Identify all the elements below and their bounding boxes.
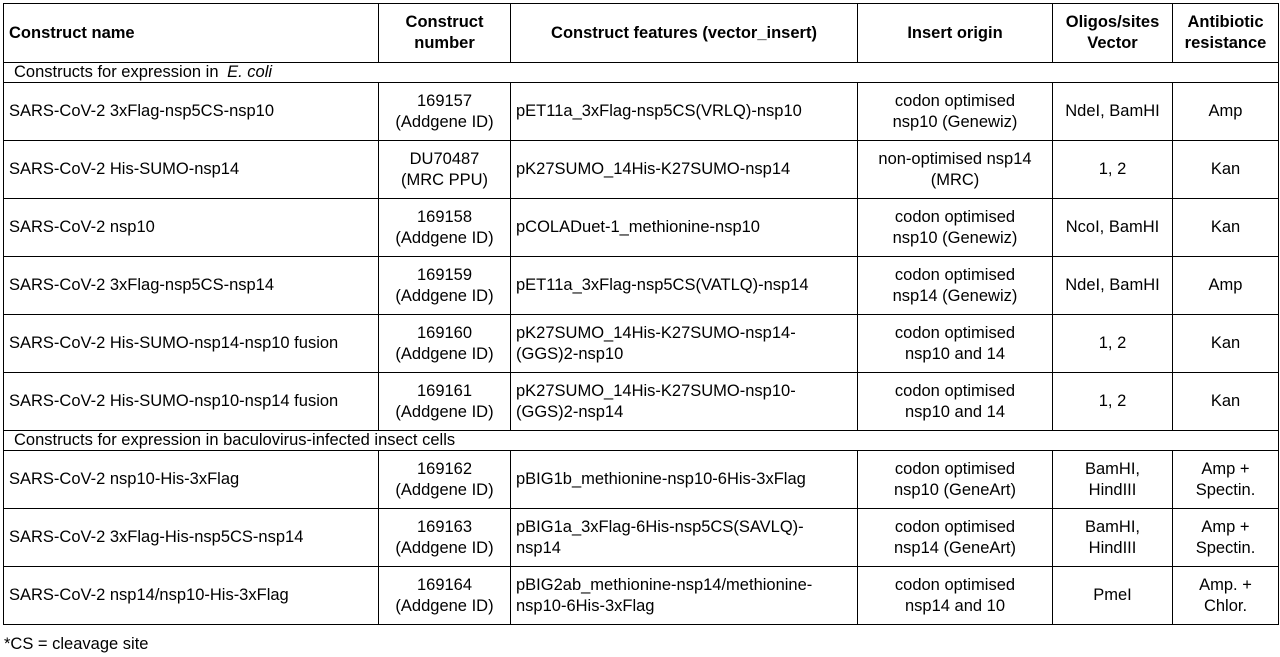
antibiotic-cell-line: Kan [1210,160,1241,178]
header-antibiotic-resistance: Antibiotic resistance [1173,4,1279,63]
insert-origin-cell-line: codon optimised [894,323,1016,342]
insert-origin-cell [858,509,1053,567]
insert-origin-cell-line: codon optimised [894,575,1016,594]
construct-name-cell-line: SARS-CoV-2 3xFlag-His-nsp5CS-nsp14 [9,528,304,546]
construct-number-cell-line: (Addgene ID) [395,596,494,615]
construct-features-cell [511,509,858,567]
construct-number-cell [379,257,511,315]
construct-features-cell-line: pBIG1b_methionine-nsp10-6His-3xFlag [516,470,806,488]
oligos-sites-cell [1053,315,1173,373]
construct-number-cell [379,509,511,567]
construct-features-cell-line: nsp14 [516,538,561,557]
constructs-table [3,3,1279,625]
construct-number-cell-line: (Addgene ID) [395,538,494,557]
antibiotic-cell [1173,141,1279,199]
construct-number-cell [379,315,511,373]
table-row [4,509,1279,567]
construct-number-cell-line: 169159 [416,265,473,284]
oligos-sites-cell-line: 1, 2 [1098,160,1127,178]
antibiotic-cell [1173,373,1279,431]
insert-origin-cell-line: codon optimised [894,91,1016,110]
insert-origin-cell [858,257,1053,315]
antibiotic-cell-line: Kan [1210,334,1241,352]
antibiotic-cell-line: Kan [1210,392,1241,410]
antibiotic-cell-line: Amp. + [1199,575,1252,594]
construct-number-cell [379,567,511,625]
construct-number-cell-line: (Addgene ID) [395,228,494,247]
oligos-sites-cell-line: 1, 2 [1098,334,1127,352]
construct-number-cell [379,141,511,199]
antibiotic-cell-line: Kan [1210,218,1241,236]
footnote: *CS = cleavage site [4,635,149,653]
construct-number-cell [379,373,511,431]
construct-name-cell-line: SARS-CoV-2 3xFlag-nsp5CS-nsp14 [9,276,275,294]
construct-number-cell-line: DU70487 [409,149,480,168]
construct-features-cell [511,257,858,315]
antibiotic-cell-line: Amp [1208,102,1243,120]
oligos-sites-cell [1053,451,1173,509]
construct-number-cell-line: 169157 [416,91,473,110]
table-row [4,141,1279,199]
construct-name-cell-line: SARS-CoV-2 His-SUMO-nsp10-nsp14 fusion [9,392,339,410]
construct-number-cell-line: (Addgene ID) [395,286,494,305]
header-construct-name: Construct name [4,4,379,63]
table-row [4,257,1279,315]
construct-features-cell [511,141,858,199]
insert-origin-cell-line: (MRC) [930,170,980,189]
insert-origin-cell-line: nsp10 and 14 [904,344,1005,363]
table-row [4,199,1279,257]
construct-features-cell-line: pK27SUMO_14His-K27SUMO-nsp14 [516,160,791,178]
construct-features-cell-line: (GGS)2-nsp10 [516,344,624,363]
antibiotic-cell [1173,567,1279,625]
construct-features-cell-line: pBIG2ab_methionine-nsp14/methionine- [516,575,813,594]
section-label-text: Constructs for expression in [14,63,224,81]
construct-name-cell [4,141,379,199]
table-row [4,83,1279,141]
construct-number-cell-line: (Addgene ID) [395,112,494,131]
oligos-sites-cell [1053,199,1173,257]
table-row [4,373,1279,431]
insert-origin-cell [858,141,1053,199]
insert-origin-cell [858,83,1053,141]
oligos-sites-cell-line: NdeI, BamHI [1065,276,1160,294]
construct-features-cell [511,315,858,373]
oligos-sites-cell-line: PmeI [1093,586,1132,604]
construct-number-cell-line: 169158 [416,207,473,226]
construct-number-cell [379,83,511,141]
table-row [4,315,1279,373]
construct-features-cell-line: nsp10-6His-3xFlag [516,596,655,615]
construct-name-cell [4,83,379,141]
header-construct-number: Construct number [379,4,511,63]
header-row [4,4,1279,63]
insert-origin-cell [858,567,1053,625]
construct-number-cell-line: 169160 [416,323,473,342]
construct-name-cell-line: SARS-CoV-2 nsp14/nsp10-His-3xFlag [9,586,289,604]
construct-name-cell-line: SARS-CoV-2 3xFlag-nsp5CS-nsp10 [9,102,275,120]
construct-number-cell-line: 169161 [416,381,473,400]
construct-features-cell [511,373,858,431]
insert-origin-cell-line: codon optimised [894,381,1016,400]
insert-origin-cell-line: nsp14 and 10 [904,596,1005,615]
oligos-sites-cell-line: NcoI, BamHI [1065,218,1160,236]
antibiotic-cell-line: Chlor. [1203,596,1248,615]
construct-name-cell [4,451,379,509]
construct-features-cell [511,567,858,625]
insert-origin-cell-line: nsp10 (GeneArt) [894,480,1016,499]
construct-features-cell-line: pCOLADuet-1_methionine-nsp10 [516,218,760,236]
construct-name-cell-line: SARS-CoV-2 His-SUMO-nsp14-nsp10 fusion [9,334,339,352]
antibiotic-cell-line: Amp + [1201,517,1250,536]
header-insert-origin: Insert origin [858,4,1053,63]
oligos-sites-cell-line: 1, 2 [1098,392,1127,410]
construct-name-cell [4,567,379,625]
insert-origin-cell-line: codon optimised [894,265,1016,284]
insert-origin-cell-line: codon optimised [894,207,1016,226]
construct-name-cell-line: SARS-CoV-2 nsp10 [9,218,155,236]
construct-features-cell-line: pK27SUMO_14His-K27SUMO-nsp10- [516,381,796,400]
antibiotic-cell [1173,199,1279,257]
header-oligos-sites: Oligos/sites Vector [1053,4,1173,63]
construct-number-cell [379,451,511,509]
insert-origin-cell-line: nsp10 and 14 [904,402,1005,421]
construct-features-cell-line: pET11a_3xFlag-nsp5CS(VRLQ)-nsp10 [516,102,802,120]
table-body [4,63,1279,625]
construct-name-cell [4,199,379,257]
antibiotic-cell-line: Amp [1208,276,1243,294]
antibiotic-cell [1173,509,1279,567]
construct-number-cell-line: (Addgene ID) [395,402,494,421]
antibiotic-cell [1173,315,1279,373]
section-label [4,431,1279,451]
antibiotic-cell [1173,83,1279,141]
antibiotic-cell-line: Amp + [1201,459,1250,478]
construct-name-cell [4,373,379,431]
construct-features-cell [511,83,858,141]
oligos-sites-cell [1053,83,1173,141]
insert-origin-cell-line: codon optimised [894,459,1016,478]
construct-number-cell-line: (Addgene ID) [395,344,494,363]
header-construct-features: Construct features (vector_insert) [511,4,858,63]
oligos-sites-cell-line: NdeI, BamHI [1065,102,1160,120]
oligos-sites-cell-line: BamHI, [1084,517,1140,536]
construct-name-cell [4,509,379,567]
oligos-sites-cell [1053,373,1173,431]
construct-name-cell-line: SARS-CoV-2 nsp10-His-3xFlag [9,470,240,488]
section-label [4,63,1279,83]
oligos-sites-cell-line: HindIII [1088,480,1137,499]
construct-features-cell [511,451,858,509]
insert-origin-cell-line: nsp14 (GeneArt) [894,538,1016,557]
construct-name-cell [4,257,379,315]
antibiotic-cell-line: Spectin. [1195,480,1256,499]
table-row [4,451,1279,509]
construct-number-cell-line: 169164 [416,575,473,594]
insert-origin-cell-line: non-optimised nsp14 [878,149,1032,168]
oligos-sites-cell [1053,567,1173,625]
construct-name-cell-line: SARS-CoV-2 His-SUMO-nsp14 [9,160,240,178]
construct-number-cell [379,199,511,257]
oligos-sites-cell [1053,509,1173,567]
table-row [4,567,1279,625]
insert-origin-cell-line: codon optimised [894,517,1016,536]
section-row [4,63,1279,83]
insert-origin-cell-line: nsp10 (Genewiz) [892,112,1018,131]
construct-number-cell-line: (MRC PPU) [400,170,489,189]
oligos-sites-cell-line: BamHI, [1084,459,1140,478]
construct-features-cell-line: pBIG1a_3xFlag-6His-nsp5CS(SAVLQ)- [516,517,804,536]
construct-number-cell-line: (Addgene ID) [395,480,494,499]
construct-features-cell-line: pET11a_3xFlag-nsp5CS(VATLQ)-nsp14 [516,276,809,294]
insert-origin-cell [858,451,1053,509]
construct-features-cell-line: (GGS)2-nsp14 [516,402,624,421]
construct-number-cell-line: 169162 [416,459,473,478]
insert-origin-cell-line: nsp14 (Genewiz) [892,286,1018,305]
oligos-sites-cell [1053,141,1173,199]
construct-features-cell [511,199,858,257]
insert-origin-cell [858,199,1053,257]
oligos-sites-cell-line: HindIII [1088,538,1137,557]
antibiotic-cell-line: Spectin. [1195,538,1256,557]
antibiotic-cell [1173,451,1279,509]
insert-origin-cell-line: nsp10 (Genewiz) [892,228,1018,247]
section-organism: E. coli [227,63,273,81]
section-label-text: Constructs for expression in baculovirus-infected insect cells [14,431,456,449]
construct-features-cell-line: pK27SUMO_14His-K27SUMO-nsp14- [516,323,796,342]
insert-origin-cell [858,373,1053,431]
antibiotic-cell [1173,257,1279,315]
oligos-sites-cell [1053,257,1173,315]
section-row [4,431,1279,451]
construct-number-cell-line: 169163 [416,517,473,536]
insert-origin-cell [858,315,1053,373]
construct-name-cell [4,315,379,373]
